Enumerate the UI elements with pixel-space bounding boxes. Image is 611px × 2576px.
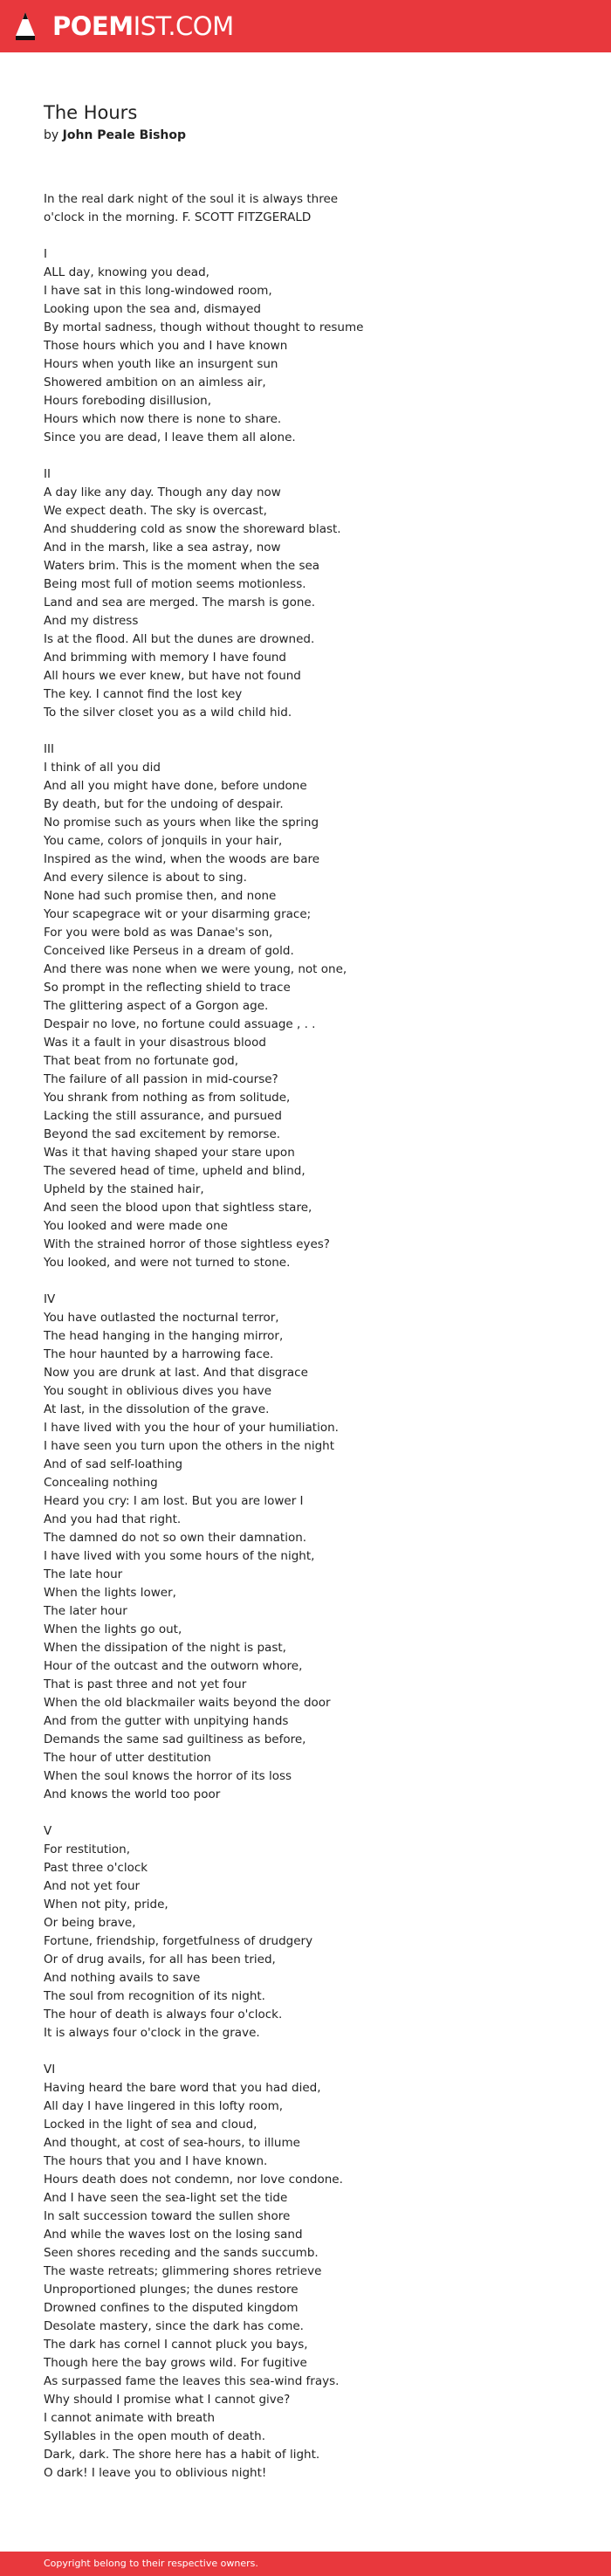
poem-line: You looked and were made one [44,1219,228,1233]
poem-line: Or being brave, [44,1916,136,1930]
poem-line: For you were bold as was Danae's son, [44,926,273,940]
poem-line: Was it a fault in your disastrous blood [44,1036,266,1050]
poem-line: You shrank from nothing as from solitude, [44,1091,291,1105]
stanza [44,245,567,447]
poem-line: Concealing nothing [44,1476,158,1490]
poem-line: You sought in oblivious dives you have [44,1384,272,1398]
poem-line: I have lived with you the hour of your humiliation. [44,1421,339,1435]
copyright-text: Copyright belong to their respective owners. [44,2558,258,2569]
poem-line: Land and sea are merged. The marsh is gone. [44,596,316,610]
poem-line: And in the marsh, like a sea astray, now [44,541,281,554]
poem-line: You looked, and were not turned to stone. [44,1256,291,1270]
poem-line: I think of all you did [44,761,161,775]
poem-line: Seen shores receding and the sands succumb. [44,2246,319,2260]
poem-line: Or of drug avails, for all has been tried, [44,1953,276,1966]
poem-line: When the lights lower, [44,1586,176,1600]
poem-line: Unproportioned plunges; the dunes restore [44,2283,299,2297]
poem-line: Upheld by the stained hair, [44,1182,204,1196]
poem-line: Dark, dark. The shore here has a habit of light. [44,2448,320,2462]
poem-line: When the soul knows the horror of its loss [44,1769,292,1783]
poem-line: You came, colors of jonquils in your hair, [44,834,283,848]
poem-body [44,190,567,2501]
stanza [44,2061,567,2483]
poem-line: When not pity, pride, [44,1898,168,1911]
poem-line: Beyond the sad excitement by remorse. [44,1127,281,1141]
poem-line: Despair no love, no fortune could assuage , . . [44,1017,316,1031]
poem-line: All day I have lingered in this lofty room, [44,2099,284,2113]
poem-line: Why should I promise what I cannot give? [44,2393,291,2407]
poem-line: And my distress [44,614,139,628]
poem-line: The hours that you and I have known. [44,2154,268,2168]
poem-line: Having heard the bare word that you had died, [44,2081,321,2095]
poem-line: To the silver closet you as a wild child hid. [44,706,292,720]
poem-line: Heard you cry: I am lost. But you are lower I [44,1494,304,1508]
stanza [44,465,567,722]
poem-line: o'clock in the morning. F. SCOTT FITZGERALD [44,210,312,224]
poem-line: And shuddering cold as snow the shoreward blast. [44,522,341,536]
poem-line: The soul from recognition of its night. [44,1989,265,2003]
poem-line: When the dissipation of the night is past, [44,1641,286,1655]
poem-line: And of sad self-loathing [44,1457,183,1471]
poem-line: We expect death. The sky is overcast, [44,504,267,518]
poem-line: The damned do not so own their damnation. [44,1531,307,1545]
poem-line: Those hours which you and I have known [44,339,288,353]
poem-line: That beat from no fortunate god, [44,1054,239,1068]
poem-line: Lacking the still assurance, and pursued [44,1109,282,1123]
byline [44,127,567,143]
poem-line: None had such promise then, and none [44,889,277,903]
poem-line: I have sat in this long-windowed room, [44,284,272,298]
poem-line: The hour haunted by a harrowing face. [44,1347,274,1361]
poem-line: Was it that having shaped your stare upon [44,1146,295,1160]
poem-line: Now you are drunk at last. And that disgrace [44,1366,308,1380]
poem-line: As surpassed fame the leaves this sea-wind frays. [44,2374,340,2388]
poem-title: The Hours [44,102,138,123]
poem-line: And I have seen the sea-light set the tide [44,2191,288,2205]
poem-line: The failure of all passion in mid-course? [44,1072,278,1086]
poem-line: III [44,742,54,756]
stanza [44,190,567,227]
poem-line: Conceived like Perseus in a dream of gold. [44,944,294,958]
poem-line: Demands the same sad guiltiness as before, [44,1732,306,1746]
poem-line: And while the waves lost on the losing sand [44,2228,303,2242]
poem-line: Inspired as the wind, when the woods are bare [44,852,320,866]
poem-line: And brimming with memory I have found [44,651,287,665]
poem-line: Hours which now there is none to share. [44,412,282,426]
poem-heading [44,101,567,143]
poem-line: Your scapegrace wit or your disarming grace; [44,907,312,921]
poem-line: The dark has cornel I cannot pluck you bays, [44,2338,308,2352]
poem-line: The hour of death is always four o'clock. [44,2008,283,2022]
poem-line: By death, but for the undoing of despair. [44,797,284,811]
poem-line: With the strained horror of those sightless eyes? [44,1237,330,1251]
poem-line: Hour of the outcast and the outworn whore, [44,1659,303,1673]
poem-line: The head hanging in the hanging mirror, [44,1329,284,1343]
poem-line: Since you are dead, I leave them all alone. [44,430,296,444]
poem-line: Fortune, friendship, forgetfulness of drudgery [44,1934,313,1948]
poem-line: I [44,247,47,261]
stanza [44,1291,567,1804]
poem-line: And knows the world too poor [44,1787,221,1801]
poem-line: Syllables in the open mouth of death. [44,2429,266,2443]
poem-line: Though here the bay grows wild. For fugitive [44,2356,307,2370]
pen-nib-icon[interactable] [15,11,36,41]
poem-line: No promise such as yours when like the spring [44,816,319,830]
poem-line: And every silence is about to sing. [44,871,247,885]
poem-line: And all you might have done, before undone [44,779,307,793]
poem-line: And there was none when we were young, not one, [44,962,347,976]
poem-line: Being most full of motion seems motionless. [44,577,306,591]
poem-line: Hours when youth like an insurgent sun [44,357,278,371]
poem-line: IV [44,1292,56,1306]
poem-line: The waste retreats; glimmering shores retrieve [44,2264,322,2278]
site-footer [0,2552,611,2576]
poem-line: The hour of utter destitution [44,1751,211,1765]
poem-line: That is past three and not yet four [44,1677,247,1691]
poem-line: Is at the flood. All but the dunes are drowned. [44,632,315,646]
poem-line: The severed head of time, upheld and blind, [44,1164,306,1178]
poem-line: V [44,1824,52,1838]
poem-line: I cannot animate with breath [44,2411,216,2425]
poem-line: Hours death does not condemn, nor love condone. [44,2173,343,2187]
poem-line: The key. I cannot find the lost key [44,687,243,701]
stanza [44,1822,567,2042]
poem-line: At last, in the dissolution of the grave. [44,1402,270,1416]
poem-line: Desolate mastery, since the dark has come. [44,2319,304,2333]
poem-line: ALL day, knowing you dead, [44,265,209,279]
poem-line: The glittering aspect of a Gorgon age. [44,999,269,1013]
poem-line: It is always four o'clock in the grave. [44,2026,260,2040]
logo-light-part: IST.COM [133,11,234,41]
poem-line: In the real dark night of the soul it is always three [44,192,339,206]
poem-line: In salt succession toward the sullen shore [44,2209,291,2223]
poem-line: When the lights go out, [44,1622,182,1636]
logo-bold-part: POEM [52,11,134,41]
author-link[interactable]: John Peale Bishop [62,128,187,142]
poem-line: Drowned confines to the disputed kingdom [44,2301,299,2315]
poem-line: And not yet four [44,1879,141,1893]
poem-line: And from the gutter with unpitying hands [44,1714,289,1728]
poem-line: So prompt in the reflecting shield to trace [44,981,291,995]
poem-line: For restitution, [44,1842,131,1856]
poem-line: Locked in the light of sea and cloud, [44,2118,257,2132]
poem-line: Waters brim. This is the moment when the sea [44,559,320,573]
poem-line: The later hour [44,1604,127,1618]
poem-line: And thought, at cost of sea-hours, to illume [44,2136,300,2150]
poem-line: Showered ambition on an aimless air, [44,375,266,389]
poem-line: O dark! I leave you to oblivious night! [44,2466,267,2480]
poem-line: A day like any day. Though any day now [44,486,281,499]
poem-line: Looking upon the sea and, dismayed [44,302,261,316]
poem-line: When the old blackmailer waits beyond the door [44,1696,331,1710]
poem-line: And you had that right. [44,1512,182,1526]
site-logo[interactable] [52,12,234,40]
site-header [0,0,611,52]
poem-line: Hours foreboding disillusion, [44,394,212,408]
poem-line: Past three o'clock [44,1861,148,1875]
poem-line: I have seen you turn upon the others in the night [44,1439,335,1453]
stanza [44,740,567,1272]
poem-line: You have outlasted the nocturnal terror, [44,1311,279,1325]
poem-line: VI [44,2063,56,2077]
poem-line: II [44,467,51,481]
poem-line: I have lived with you some hours of the night, [44,1549,315,1563]
poem-line: And seen the blood upon that sightless stare, [44,1201,312,1215]
poem-line: All hours we ever knew, but have not found [44,669,301,683]
poem-line: And nothing avails to save [44,1971,201,1985]
poem-line: The late hour [44,1567,123,1581]
by-label: by [44,128,59,142]
poem-line: By mortal sadness, though without thought to resume [44,320,364,334]
